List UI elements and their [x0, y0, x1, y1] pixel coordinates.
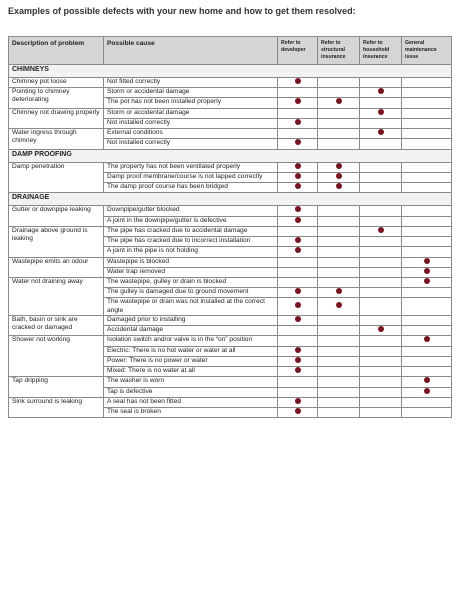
cell-household-insurance: [360, 267, 402, 277]
cell-structural-insurance: [318, 139, 360, 149]
dot-marker-icon: [336, 163, 342, 169]
cell-maintenance: [402, 129, 452, 139]
possible-cause: A seal has not been fitted: [104, 397, 278, 407]
cell-developer: [278, 118, 318, 128]
table-row: [9, 226, 452, 236]
cell-structural-insurance: [318, 397, 360, 407]
dot-marker-icon: [295, 247, 301, 253]
possible-cause: The damp proof course has been bridged: [104, 183, 278, 193]
cell-structural-insurance: [318, 247, 360, 257]
possible-cause: Not fitted correctly: [104, 78, 278, 88]
cell-household-insurance: [360, 346, 402, 356]
cell-developer: [278, 257, 318, 267]
cell-household-insurance: [360, 226, 402, 236]
cell-maintenance: [402, 183, 452, 193]
cell-developer: [278, 267, 318, 277]
dot-marker-icon: [295, 173, 301, 179]
cell-structural-insurance: [318, 326, 360, 336]
possible-cause: The seal is broken: [104, 408, 278, 418]
dot-marker-icon: [295, 139, 301, 145]
cell-household-insurance: [360, 172, 402, 182]
dot-marker-icon: [336, 302, 342, 308]
cell-maintenance: [402, 257, 452, 267]
cell-household-insurance: [360, 247, 402, 257]
cell-structural-insurance: [318, 298, 360, 315]
possible-cause: The washer is worn: [104, 377, 278, 387]
cell-maintenance: [402, 118, 452, 128]
cell-structural-insurance: [318, 336, 360, 346]
cell-structural-insurance: [318, 129, 360, 139]
cell-maintenance: [402, 226, 452, 236]
defects-table: [8, 36, 452, 418]
cell-developer: [278, 315, 318, 325]
possible-cause: Not installed correctly: [104, 139, 278, 149]
dot-marker-icon: [295, 78, 301, 84]
dot-marker-icon: [295, 288, 301, 294]
cell-structural-insurance: [318, 367, 360, 377]
table-row: [9, 336, 452, 346]
dot-marker-icon: [424, 278, 430, 284]
cell-developer: [278, 288, 318, 298]
cell-developer: [278, 247, 318, 257]
table-row: [9, 108, 452, 118]
possible-cause: Damaged prior to installing: [104, 315, 278, 325]
cell-maintenance: [402, 162, 452, 172]
table-row: [9, 129, 452, 139]
cell-structural-insurance: [318, 172, 360, 182]
possible-cause: Power: There is no power or water: [104, 356, 278, 366]
cell-structural-insurance: [318, 162, 360, 172]
table-row: [9, 257, 452, 267]
problem-description: Chimney pot loose: [9, 78, 104, 88]
dot-marker-icon: [295, 398, 301, 404]
cell-structural-insurance: [318, 108, 360, 118]
cell-developer: [278, 108, 318, 118]
dot-marker-icon: [424, 268, 430, 274]
dot-marker-icon: [295, 357, 301, 363]
cell-maintenance: [402, 78, 452, 88]
cell-developer: [278, 98, 318, 108]
possible-cause: Damp proof membrane/course is not lapped correctly: [104, 172, 278, 182]
cell-household-insurance: [360, 257, 402, 267]
cell-maintenance: [402, 277, 452, 287]
cell-maintenance: [402, 397, 452, 407]
dot-marker-icon: [424, 377, 430, 383]
possible-cause: Downpipe/gutter blocked: [104, 206, 278, 216]
header-refer-developer: Refer to developer: [278, 37, 318, 65]
cell-developer: [278, 162, 318, 172]
section-heading: DRAINAGE: [9, 193, 452, 206]
cell-developer: [278, 326, 318, 336]
dot-marker-icon: [378, 129, 384, 135]
dot-marker-icon: [295, 316, 301, 322]
dot-marker-icon: [336, 183, 342, 189]
possible-cause: The pipe has cracked due to incorrect installation: [104, 237, 278, 247]
dot-marker-icon: [295, 183, 301, 189]
cell-structural-insurance: [318, 288, 360, 298]
cell-household-insurance: [360, 298, 402, 315]
possible-cause: The wastepipe or drain was not installed at the correct angle: [104, 298, 278, 315]
page-title: Examples of possible defects with your new home and how to get them resolved:: [8, 6, 356, 16]
cell-household-insurance: [360, 397, 402, 407]
cell-developer: [278, 216, 318, 226]
dot-marker-icon: [295, 237, 301, 243]
cell-maintenance: [402, 172, 452, 182]
cell-developer: [278, 226, 318, 236]
cell-maintenance: [402, 247, 452, 257]
cell-household-insurance: [360, 88, 402, 98]
cell-developer: [278, 387, 318, 397]
cell-maintenance: [402, 237, 452, 247]
dot-marker-icon: [295, 367, 301, 373]
cell-household-insurance: [360, 98, 402, 108]
cell-structural-insurance: [318, 206, 360, 216]
section-heading: CHIMNEYS: [9, 65, 452, 78]
table-body: [9, 65, 452, 418]
problem-description: Wastepipe emits an odour: [9, 257, 104, 277]
problem-description: Damp penetration: [9, 162, 104, 193]
cell-structural-insurance: [318, 88, 360, 98]
table-row: [9, 162, 452, 172]
cell-household-insurance: [360, 277, 402, 287]
problem-description: Bath, basin or sink are cracked or damaged: [9, 315, 104, 335]
cell-household-insurance: [360, 387, 402, 397]
cell-household-insurance: [360, 206, 402, 216]
dot-marker-icon: [295, 119, 301, 125]
possible-cause: Storm or accidental damage: [104, 108, 278, 118]
cell-developer: [278, 408, 318, 418]
table-header-row: [9, 37, 452, 65]
header-refer-structural: Refer to structural insurance: [318, 37, 360, 65]
dot-marker-icon: [295, 98, 301, 104]
problem-description: Tap dripping: [9, 377, 104, 397]
cell-maintenance: [402, 108, 452, 118]
table-row: [9, 315, 452, 325]
dot-marker-icon: [424, 336, 430, 342]
cell-maintenance: [402, 216, 452, 226]
cell-maintenance: [402, 408, 452, 418]
dot-marker-icon: [336, 98, 342, 104]
problem-description: Drainage above ground is leaking: [9, 226, 104, 257]
header-description: Description of problem: [9, 37, 104, 65]
possible-cause: External conditions: [104, 129, 278, 139]
cell-household-insurance: [360, 162, 402, 172]
table-row: [9, 397, 452, 407]
possible-cause: The wastepipe, gulley or drain is blocked: [104, 277, 278, 287]
cell-structural-insurance: [318, 183, 360, 193]
cell-structural-insurance: [318, 257, 360, 267]
dot-marker-icon: [295, 347, 301, 353]
dot-marker-icon: [295, 408, 301, 414]
possible-cause: Storm or accidental damage: [104, 88, 278, 98]
possible-cause: Tap is defective: [104, 387, 278, 397]
cell-developer: [278, 367, 318, 377]
dot-marker-icon: [295, 163, 301, 169]
cell-maintenance: [402, 336, 452, 346]
dot-marker-icon: [295, 217, 301, 223]
cell-structural-insurance: [318, 78, 360, 88]
cell-developer: [278, 397, 318, 407]
cell-structural-insurance: [318, 315, 360, 325]
possible-cause: Water trap removed: [104, 267, 278, 277]
possible-cause: Accidental damage: [104, 326, 278, 336]
cell-structural-insurance: [318, 267, 360, 277]
section-heading: DAMP PROOFING: [9, 149, 452, 162]
possible-cause: Mixed: There is no water at all: [104, 367, 278, 377]
cell-structural-insurance: [318, 118, 360, 128]
cell-household-insurance: [360, 139, 402, 149]
cell-maintenance: [402, 206, 452, 216]
problem-description: Sink surround is leaking: [9, 397, 104, 417]
cell-developer: [278, 237, 318, 247]
possible-cause: Not installed correctly: [104, 118, 278, 128]
cell-maintenance: [402, 315, 452, 325]
dot-marker-icon: [424, 258, 430, 264]
cell-maintenance: [402, 326, 452, 336]
cell-structural-insurance: [318, 216, 360, 226]
cell-maintenance: [402, 356, 452, 366]
header-possible-cause: Possible cause: [104, 37, 278, 65]
problem-description: Shower not working: [9, 336, 104, 377]
dot-marker-icon: [336, 173, 342, 179]
cell-structural-insurance: [318, 98, 360, 108]
cell-household-insurance: [360, 216, 402, 226]
dot-marker-icon: [378, 227, 384, 233]
cell-household-insurance: [360, 129, 402, 139]
cell-maintenance: [402, 139, 452, 149]
cell-structural-insurance: [318, 387, 360, 397]
cell-developer: [278, 129, 318, 139]
cell-developer: [278, 78, 318, 88]
cell-developer: [278, 172, 318, 182]
possible-cause: The pipe has cracked due to accidental damage: [104, 226, 278, 236]
cell-structural-insurance: [318, 377, 360, 387]
possible-cause: Electric: There is no hot water or water at all: [104, 346, 278, 356]
dot-marker-icon: [424, 388, 430, 394]
problem-description: Gutter or downpipe leaking: [9, 206, 104, 226]
table-row: [9, 88, 452, 98]
cell-household-insurance: [360, 377, 402, 387]
cell-structural-insurance: [318, 346, 360, 356]
dot-marker-icon: [336, 288, 342, 294]
cell-developer: [278, 139, 318, 149]
dot-marker-icon: [378, 326, 384, 332]
possible-cause: Wastepipe is blocked: [104, 257, 278, 267]
cell-maintenance: [402, 88, 452, 98]
dot-marker-icon: [378, 109, 384, 115]
cell-maintenance: [402, 346, 452, 356]
cell-household-insurance: [360, 326, 402, 336]
cell-maintenance: [402, 367, 452, 377]
problem-description: Pointing to chimney deteriorating: [9, 88, 104, 108]
cell-developer: [278, 377, 318, 387]
table-row: [9, 277, 452, 287]
cell-developer: [278, 183, 318, 193]
cell-developer: [278, 346, 318, 356]
cell-household-insurance: [360, 315, 402, 325]
possible-cause: The property has not been ventilated properly: [104, 162, 278, 172]
cell-household-insurance: [360, 367, 402, 377]
cell-structural-insurance: [318, 408, 360, 418]
section-row: [9, 65, 452, 78]
cell-household-insurance: [360, 288, 402, 298]
cell-structural-insurance: [318, 237, 360, 247]
possible-cause: The pot has not been installed properly: [104, 98, 278, 108]
table-row: [9, 206, 452, 216]
cell-maintenance: [402, 377, 452, 387]
cell-household-insurance: [360, 336, 402, 346]
section-row: [9, 149, 452, 162]
cell-developer: [278, 336, 318, 346]
problem-description: Chimney not drawing properly: [9, 108, 104, 128]
cell-household-insurance: [360, 183, 402, 193]
header-refer-household: Refer to household insurance: [360, 37, 402, 65]
cell-developer: [278, 298, 318, 315]
dot-marker-icon: [295, 302, 301, 308]
cell-maintenance: [402, 267, 452, 277]
cell-developer: [278, 356, 318, 366]
problem-description: Water not draining away: [9, 277, 104, 315]
cell-structural-insurance: [318, 356, 360, 366]
cell-maintenance: [402, 387, 452, 397]
cell-structural-insurance: [318, 226, 360, 236]
cell-developer: [278, 206, 318, 216]
cell-maintenance: [402, 98, 452, 108]
possible-cause: A joint in the downpipe/gutter is defective: [104, 216, 278, 226]
cell-household-insurance: [360, 408, 402, 418]
section-row: [9, 193, 452, 206]
cell-maintenance: [402, 298, 452, 315]
dot-marker-icon: [295, 206, 301, 212]
cell-household-insurance: [360, 108, 402, 118]
table-row: [9, 78, 452, 88]
cell-developer: [278, 88, 318, 98]
table-row: [9, 377, 452, 387]
cell-household-insurance: [360, 237, 402, 247]
cell-developer: [278, 277, 318, 287]
cell-household-insurance: [360, 356, 402, 366]
problem-description: Water ingress through chimney: [9, 129, 104, 149]
dot-marker-icon: [378, 88, 384, 94]
header-general-maintenance: General maintenance issue: [402, 37, 452, 65]
cell-household-insurance: [360, 78, 402, 88]
cell-structural-insurance: [318, 277, 360, 287]
possible-cause: A joint in the pipe is not holding: [104, 247, 278, 257]
possible-cause: The gulley is damaged due to ground movement: [104, 288, 278, 298]
cell-household-insurance: [360, 118, 402, 128]
cell-maintenance: [402, 288, 452, 298]
possible-cause: Isolation switch and/or valve is in the “on” position: [104, 336, 278, 346]
